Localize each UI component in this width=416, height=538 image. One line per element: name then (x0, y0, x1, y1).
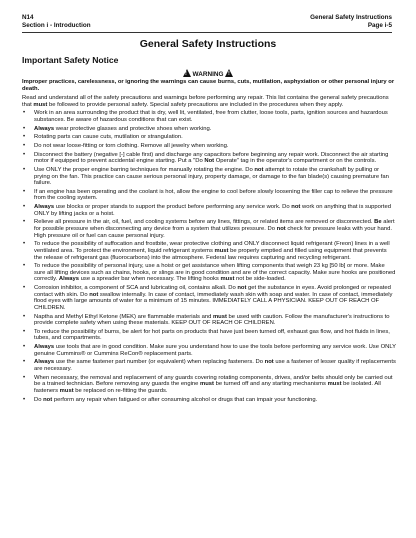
text-run: swallow internally. In case of contact, immediately wash skin with soap and water. In case of contact, immediately flood eyes with large amounts of water for a minimum of 15 minutes. IMMEDIATELY CALL A PHYSICIAN. KEEP OUT OF REACH OF CHILDREN. (34, 291, 393, 311)
emphasis-text: must (327, 381, 342, 388)
text-run: use a fastener of lesser quality if replacements are necessary. (34, 359, 396, 372)
emphasis-text: Not (204, 158, 215, 165)
text-run: Corrosion inhibitor, a component of SCA and lubricating oil, contains alkali. Do (34, 285, 238, 292)
intro-paragraph (22, 95, 396, 108)
text-run: attempt to rotate the crankshaft by pulling or prying on the fan. This practice can cause serious personal injury, property damage, or damage to the fan blade(s) causing premature fan failure. (34, 167, 389, 187)
warning-icon: ! (225, 69, 233, 77)
warning-banner (0, 69, 416, 78)
header-left (22, 14, 91, 29)
bullet-icon: • (23, 344, 26, 351)
emphasis-text: Always (34, 125, 55, 132)
section-label: Section i - Introduction (22, 21, 91, 29)
safety-content (22, 79, 396, 405)
safety-list (22, 110, 396, 403)
text-run: To reduce the possibility of personal injury, use a hoist or get assistance when lifting components that weigh 23 kg [50 lb] or more. Make sure all lifting devices such as chains, hooks, or slings are in good condition and are of the correct capacity. Make sure hooks are positioned correctly. (34, 263, 396, 283)
bullet-icon: • (23, 219, 26, 226)
text-run: To reduce the possibility of suffocation and frostbite, wear protective clothing and ONLY disconnect liquid refrigerant (Freon) lines in a well ventilated area. To protect the environment, liquid refrigerant systems (34, 241, 390, 254)
safety-item (22, 219, 396, 239)
emphasis-text: not (237, 285, 247, 292)
header-divider (22, 32, 392, 33)
safety-item (22, 241, 396, 261)
emphasis-text: Always (58, 276, 80, 283)
header-right (310, 14, 392, 29)
text-run: be properly emptied and filled using equipment that prevents the release of refrigerant gas (fluorocarbons) into the atmosphere. Federal law requires capturing and recycling refrigerant. (34, 247, 387, 261)
text-run: Do (34, 396, 44, 403)
section-heading: Important Safety Notice (22, 55, 119, 65)
safety-item (22, 134, 396, 141)
text-run: perform any repair when fatigued or after consuming alcohol or drugs that can impair your functioning. (52, 396, 318, 403)
text-run: be turned off and any starting mechanisms (213, 381, 328, 388)
emphasis-text: not (291, 204, 301, 211)
text-run: Operate" tag in the operator's compartment or on the controls. (214, 158, 377, 165)
text-run: Do not wear loose-fitting or torn clothing. Remove all jewelry when working. (34, 143, 229, 150)
safety-item (22, 314, 396, 327)
safety-item (22, 167, 396, 187)
emphasis-text: must (33, 101, 48, 108)
text-run: check for pressure leaks with your hand. High pressure oil or fuel can cause personal injury. (34, 226, 392, 239)
text-run: use blocks or proper stands to support the product before performing any service work. Do (54, 204, 292, 211)
safety-item (22, 143, 396, 150)
text-run: Disconnect the battery (negative [-] cable first) and discharge any capacitors before beginning any repair work. Disconnect the air starting motor if equipped to prevent accidental engine starting. Put a "Do (34, 151, 389, 165)
text-run: Naptha and Methyl Ethyl Ketone (MEK) are flammable materials and (34, 313, 213, 320)
bullet-icon: • (23, 143, 26, 150)
text-run: be followed to provide personal safety. Special safety precautions are included in the procedures when they apply. (47, 101, 344, 108)
emphasis-text: not (43, 396, 53, 403)
text-run: use a spreader bar when necessary. The lifting hooks (79, 276, 221, 283)
emphasis-text: must (214, 247, 229, 254)
text-run: not be side-loaded. (234, 276, 286, 283)
bullet-icon: • (23, 151, 26, 158)
bullet-icon: • (23, 204, 26, 211)
emphasis-text: must (220, 276, 235, 283)
text-run: work on anything that is supported ONLY by lifting jacks or a hoist. (34, 204, 391, 217)
text-run: Use ONLY the proper engine barring techniques for manually rotating the engine. Do (34, 167, 255, 173)
bullet-icon: • (23, 263, 26, 270)
warning-text: Improper practices, carelessness, or ignoring the warnings can cause burns, cuts, mutilation, asphyxiation or other personal injury or death. (22, 79, 395, 92)
safety-item (22, 359, 396, 372)
bullet-icon: • (23, 396, 26, 403)
text-run: Read and understand all of the safety precautions and warnings before performing any repair. This list contains the general safety precautions that (22, 95, 389, 108)
safety-item (22, 397, 396, 404)
safety-item (22, 263, 396, 283)
safety-item (22, 110, 396, 123)
warning-icon: ! (183, 69, 191, 77)
emphasis-text: not (264, 359, 274, 366)
safety-item (22, 126, 396, 133)
page-number: Page i-5 (367, 21, 392, 29)
emphasis-text: not (254, 167, 264, 173)
text-run: be replaced on re-fitting the guards. (73, 387, 168, 394)
bullet-icon: • (23, 134, 26, 141)
chapter-label: General Safety Instructions (310, 14, 392, 21)
bullet-icon: • (23, 241, 26, 248)
warning-label: WARNING (192, 71, 224, 78)
safety-item (22, 344, 396, 357)
document-code: N14 (22, 14, 34, 21)
bullet-icon: • (23, 285, 26, 292)
text-run: get the substance in eyes. Avoid prolonged or repeated contact with skin. Do (34, 285, 391, 298)
bullet-icon: • (23, 125, 26, 132)
text-run: If an engine has been operating and the coolant is hot, allow the engine to cool before slowly loosening the filler cap to relieve the pressure from the cooling system. (34, 188, 393, 202)
safety-item (22, 375, 396, 395)
text-run: When necessary, the removal and replacement of any guards covering rotating components, drives, and/or belts should only be carried out be a trained technician. Before removing any guards the engine (34, 374, 393, 388)
bullet-icon: • (23, 328, 26, 335)
emphasis-text: Always (34, 204, 55, 211)
text-run: be used with caution. Follow the manufacturer's instructions to provide complete safety when using these materials. KEEP OUT OF REACH OF CHILDREN. (34, 313, 390, 327)
emphasis-text: Always (34, 359, 55, 366)
text-run: Work in an area surrounding the product that is dry, well lit, ventilated, free from clutter, loose tools, parts, ignition sources and hazardous substances. Be aware of hazardous conditions that can exist. (34, 110, 388, 123)
text-run: use the same fastener part number (or equivalent) when replacing fasteners. Do (54, 359, 265, 366)
emphasis-text: must (59, 387, 74, 394)
emphasis-text: must (212, 313, 227, 320)
bullet-icon: • (23, 167, 26, 173)
bullet-icon: • (23, 374, 26, 381)
page-title: General Safety Instructions (139, 38, 277, 50)
text-run: Relieve all pressure in the air, oil, fuel, and cooling systems before any lines, fittings, or related items are removed or disconnected. (34, 219, 375, 226)
emphasis-text: must (200, 381, 214, 388)
emphasis-text: Be (374, 219, 382, 226)
bullet-icon: • (23, 359, 26, 366)
safety-item (22, 285, 396, 311)
safety-item (22, 204, 396, 217)
bullet-icon: • (23, 110, 26, 117)
text-run: Rotating parts can cause cuts, mutilation or strangulation. (34, 134, 183, 141)
safety-item (22, 152, 396, 165)
text-run: wear protective glasses and protective shoes when working. (54, 125, 212, 132)
emphasis-text: not (276, 226, 286, 233)
safety-item (22, 329, 396, 342)
emphasis-text: Always (34, 344, 55, 351)
text-run: be isolated. All fasteners (34, 381, 381, 394)
text-run: To reduce the possibility of burns, be alert for hot parts on products that have just been turned off, exhaust gas flow, and hot fluids in lines, tubes, and compartments. (34, 328, 390, 342)
bullet-icon: • (23, 188, 26, 195)
safety-item (22, 189, 396, 202)
emphasis-text: not (89, 291, 99, 298)
text-run: use tools that are in good condition. Make sure you understand how to use the tools before performing any service work. Use ONLY genuine Cummins® or Cummins ReCon® replacement parts. (34, 344, 396, 357)
bullet-icon: • (23, 313, 26, 320)
text-run: alert for possible pressure when disconnecting any device from a system that utilizes pressure. Do (34, 219, 395, 233)
